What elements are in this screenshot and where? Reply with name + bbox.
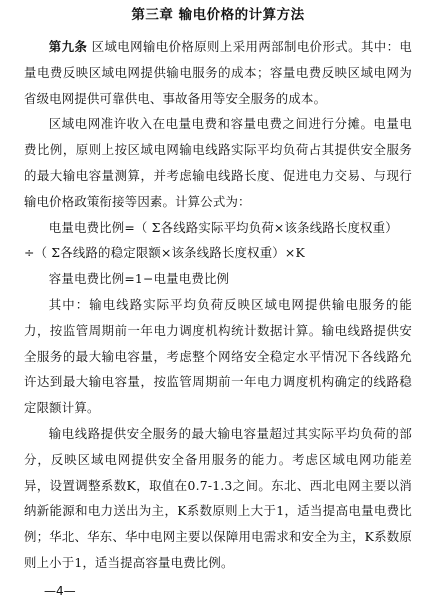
chapter-title: 第三章 输电价格的计算方法 (131, 7, 305, 23)
definitions-paragraph: 其中：输电线路实际平均负荷反映区域电网提供输电服务的能力，按监管周期前一年电力调度机构统计数据计算。输电线路提供安全服务的最大输电容量，考虑整个网络安全稳定水平情况下各线路允许达到最大输电容量，按监管周期前一年电力调度机构确定的线路稳定限额计算。 (24, 296, 412, 416)
energy-fee-formula-line-2: ÷（ Σ各线路的稳定限额×该条线路长度权重）×K (24, 245, 305, 261)
article-paragraph (24, 34, 412, 111)
article-paragraph-text: 区域电网输电价格原则上采用两部制电价形式。其中：电量电费反映区域电网提供输电服务的成本；容量电费反映区域电网为省级电网提供可靠供电、事故备用等安全服务的成本。 (24, 39, 413, 106)
revenue-allocation-paragraph: 区域电网准许收入在电量电费和容量电费之间进行分摊。电量电费比例，原则上按区域电网输电线路实际平均负荷占其提供安全服务的最大输电容量测算，并考虑输电线路长度、促进电力交易、与现行输电价格政策衔接等因素。计算公式为： (24, 116, 412, 209)
adjustment-coefficient-paragraph: 输电线路提供安全服务的最大输电容量超过其实际平均负荷的部分，反映区域电网提供安全备用服务的能力。考虑区域电网功能差异，设置调整系数K，取值在0.7-1.3之间。东北、西北电网主要以消纳新能源和电力送出为主，K系数原则上大于1，适当提高电量电费比例；华北、华东、华中电网主要以保障用电需求和安全为主，K系数原则上小于1，适当提高容量电费比例。 (24, 425, 412, 570)
energy-fee-formula-line-1: 电量电费比例=（ Σ各线路实际平均负荷×该条线路长度权重） (48, 219, 398, 235)
capacity-fee-formula: 容量电费比例=1−电量电费比例 (48, 271, 230, 287)
article-number: 第九条 (48, 39, 88, 54)
page-number: —4— (44, 584, 76, 598)
